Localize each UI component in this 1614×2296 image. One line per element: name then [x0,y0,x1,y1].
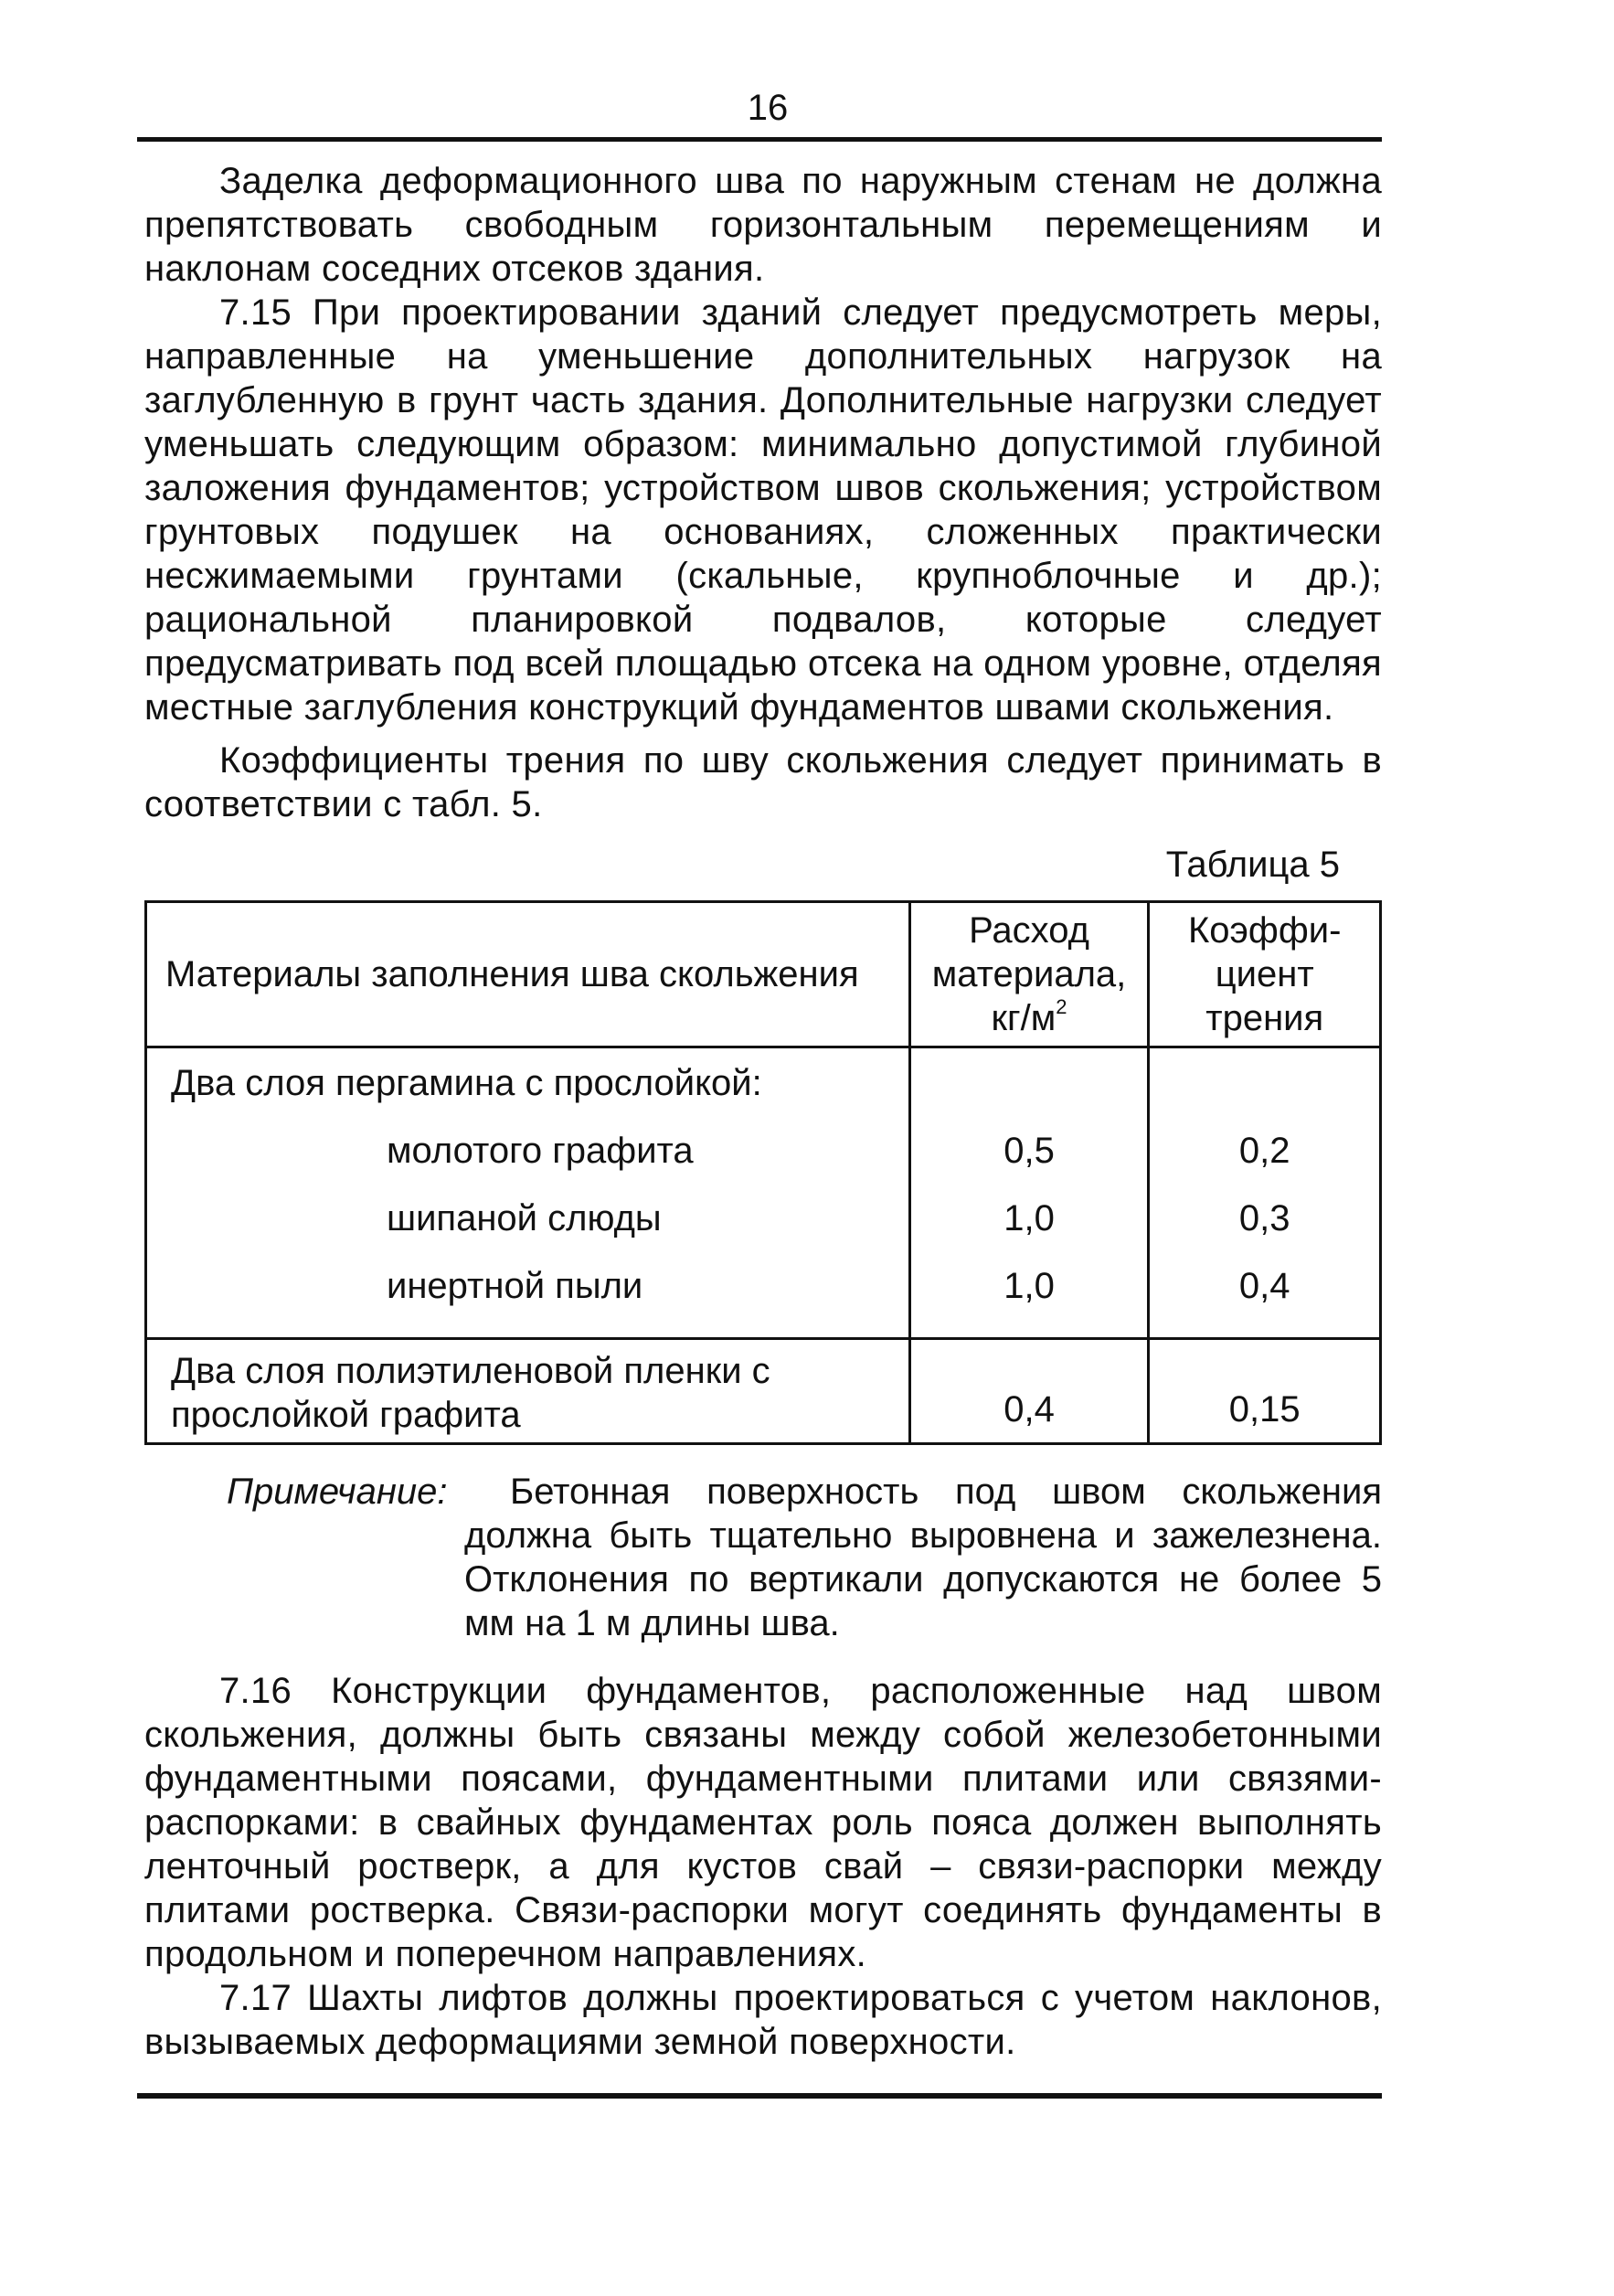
header-consumption-line2: материала, [931,954,1127,994]
group2-consumption: 0,4 [909,1339,1149,1444]
group1-blank [911,1061,1148,1129]
header-materials: Материалы заполнения шва скольжения [146,902,910,1047]
group1-row1-material: молотого графита [387,1131,694,1171]
header-consumption-line1: Расход [969,910,1089,951]
table-header-row [146,902,1381,1047]
group1-blank-coef [1150,1061,1379,1129]
group1-coefficient-cell [1149,1047,1381,1339]
group2-label-line2: прослойкой графита [171,1395,521,1435]
header-consumption-unit [917,996,1142,1040]
group1-row2-coefficient: 0,3 [1238,1198,1290,1238]
friction-table [144,900,1382,1445]
table-note [227,1470,1382,1645]
paragraph-7-15: 7.15 При проектировании зданий следует предусмотреть меры, направленные на уменьшение дополнительных нагрузок на заглубленную в грунт часть здания. Дополнительные нагрузки следует уменьшать следующим образом: минимально допустимой глубиной заложения фундаментов; устройством швов скольжения; устройством грунтовых подушек на основаниях, сложенных практически несжимаемыми грунтами (скальные, крупноблочные и др.); рациональной планировкой подвалов, которые следует предусматривать под всей площадью отсека на одном уровне, отделяя местные заглубления конструкций фундаментов швами скольжения. [144,292,1382,728]
group1-row3-coefficient: 0,4 [1238,1266,1290,1306]
header-coefficient-line2: циент [1215,954,1314,994]
table-title: Таблица 5 [1165,845,1340,885]
group1-row2-consumption: 1,0 [1003,1198,1055,1238]
header-coefficient-line3: трения [1205,998,1324,1038]
paragraph-coefficients: Коэффициенты трения по шву скольжения следует принимать в соответствии с табл. 5. [144,740,1382,824]
page-number: 16 [747,88,789,128]
unit-superscript: 2 [1056,995,1067,1018]
group1-row1-coefficient: 0,2 [1238,1131,1290,1171]
header-coefficient [1149,902,1381,1047]
note-text: Бетонная поверхность под швом скольжения должна быть тщательно выровнена и зажелезнена. Отклонения по вертикали допускаются не более 5 мм на 1 м длины шва. [464,1472,1382,1643]
footer-rule [137,2093,1382,2099]
table-row-group2 [146,1339,1381,1444]
header-consumption [909,902,1149,1047]
group1-consumption-cell [909,1047,1149,1339]
group1-materials-cell [146,1047,910,1339]
group2-label-line1: Два слоя полиэтиленовой пленки с [171,1351,770,1391]
header-rule [137,137,1382,142]
group1-row1-consumption: 0,5 [1003,1131,1055,1171]
group1-row2-material: шипаной слюды [387,1198,662,1238]
group2-coefficient: 0,15 [1149,1339,1381,1444]
paragraph-7-16: 7.16 Конструкции фундаментов, расположенные над швом скольжения, должны быть связаны между собой железобетонными фундаментными поясами, фундаментными плитами или связями-распорками: в свайных фундаментах роль пояса должен выполнять ленточный ростверк, а для кустов свай – связи-распорки между плитами ростверка. Связи-распорки могут соединять фундаменты в продольном и поперечном направлениях. [144,1671,1382,1974]
group1-label: Два слоя пергамина с прослойкой: [171,1063,762,1103]
group2-materials-cell [146,1339,910,1444]
paragraph-7-17: 7.17 Шахты лифтов должны проектироваться с учетом наклонов, вызываемых деформациями земной поверхности. [144,1978,1382,2062]
table-row-group1 [146,1047,1381,1339]
paragraph-intro: Заделка деформационного шва по наружным стенам не должна препятствовать свободным горизонтальным перемещениям и наклонам соседних отсеков здания. [144,161,1382,289]
group1-row3-material: инертной пыли [387,1266,643,1306]
note-label: Примечание: [227,1472,448,1512]
group1-row3-consumption: 1,0 [1003,1266,1055,1306]
unit-text: кг/м [991,998,1057,1038]
header-coefficient-line1: Коэффи- [1187,910,1342,951]
